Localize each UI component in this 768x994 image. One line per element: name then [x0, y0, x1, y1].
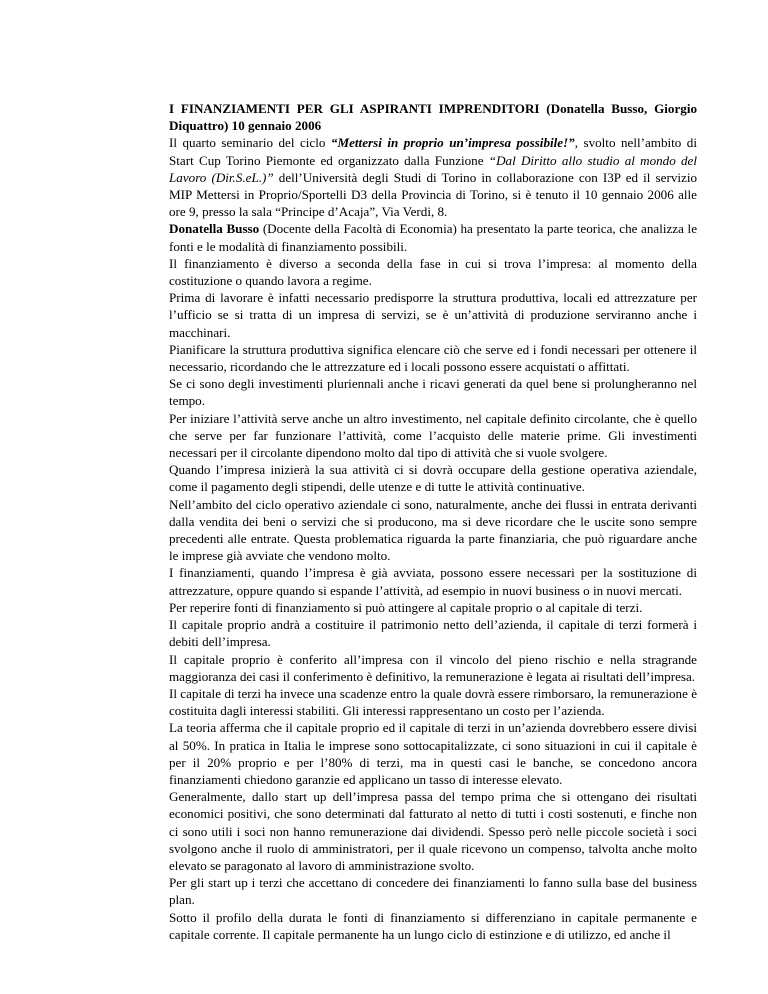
body-paragraph: Il capitale di terzi ha invece una scadenze entro la quale dovrà essere rimborsaro, la remunerazione è costituita dagli interessi stabiliti. Gli interessi rappresentano un costo per l’azienda. [169, 685, 697, 719]
body-paragraph: Generalmente, dallo start up dell’impresa passa del tempo prima che si ottengano dei risultati economici positivi, che sono determinati dal fatturato al netto di tutti i costi sostenuti, e finche non ci sono utili i soci non hanno remunerazione dai dividendi. Spesso però nelle piccole società i soci svolgono anche il ruolo di amministratori, per il quale ricevono un compenso, talvolta anche molto elevato se paragonato al lavoro di amministrazione svolto. [169, 789, 697, 873]
body-paragraph: Pianificare la struttura produttiva significa elencare ciò che serve ed i fondi necessari per ottenere il necessario, ricordando che le attrezzature ed i locali possono essere acquistati o affittati. [169, 341, 697, 375]
body-paragraph: Nell’ambito del ciclo operativo aziendale ci sono, naturalmente, anche dei flussi in entrata derivanti dalla vendita dei beni o servizi che si producono, ma si deve ricordare che le uscite sono sempre precedenti alle entrate. Questa problematica riguarda la parte finanziaria, che può riguardare anche le imprese già avviate che vendono molto. [169, 496, 697, 564]
intro-paragraph [169, 134, 697, 220]
body-paragraph: I finanziamenti, quando l’impresa è già avviata, possono essere necessari per la sostituzione di attrezzature, oppure quando si espande l’attività, ad esempio in nuovi business o in nuovi mercati. [169, 565, 697, 598]
body-paragraph: Per reperire fonti di finanziamento si può attingere al capitale proprio o al capitale di terzi. [169, 599, 643, 615]
body-paragraph: Per iniziare l’attività serve anche un altro investimento, nel capitale definito circolante, che è quello che serve per far funzionare l’attività, come l’acquisto delle materie prime. Gli investimenti necessari per il circolante dipendono molto dal tipo di attività che si vuole svolgere. [169, 410, 697, 461]
body-paragraph: Prima di lavorare è infatti necessario predisporre la struttura produttiva, locali ed attrezzature per l’ufficio se si tratta di un impresa di servizi, se è un’attività di produzione serviranno anche i macchinari. [169, 290, 697, 340]
intro-text-1: Il quarto seminario del ciclo [169, 135, 331, 151]
document-title: I FINANZIAMENTI PER GLI ASPIRANTI IMPRENDITORI (Donatella Busso, Giorgio Diquattro) 10 gennaio 2006 [169, 101, 697, 134]
intro-text-3: dell’Università degli Studi di Torino in collaborazione con I3P ed il servizio MIP Mettersi in Proprio/Sportelli D3 della Provincia di Torino, si è tenuto il 10 gennaio 2006 alle ore 9, presso la sala “Principe d’Acaja”, Via Verdi, 8. [169, 169, 698, 220]
body-paragraph: Il finanziamento è diverso a seconda della fase in cui si trova l’impresa: al momento della costituzione o quando lavora a regime. [169, 255, 697, 289]
speaker-name: Donatella Busso [169, 221, 260, 237]
body-paragraph: La teoria afferma che il capitale proprio ed il capitale di terzi in un’azienda dovrebbero essere divisi al 50%. In pratica in Italia le imprese sono sottocapitalizzate, ci sono situazioni in cui il capitale è per il 20% proprio e per l’80% di terzi, ma in questi casi le banche, se concedono ancora finanziamenti chiedono garanzie ed applicano un tasso di interesse elevato. [169, 720, 697, 787]
document-page [169, 100, 697, 943]
function-name: “Dal Diritto allo studio al mondo del Lavoro (Dir.S.eL.)” [169, 152, 698, 185]
body-paragraph: Il capitale proprio è conferito all’impresa con il vincolo del pieno rischio e nella stragrande maggioranza dei casi il conferimento è definitivo, la remunerazione è legata ai risultati dell’impresa. [169, 651, 697, 684]
body-paragraph: Se ci sono degli investimenti pluriennali anche i ricavi generati da quel bene si prolungheranno nel tempo. [169, 376, 697, 409]
speaker-paragraph [169, 220, 697, 254]
intro-text-2: , svolto nell’ambito di Start Cup Torino Piemonte ed organizzato dalla Funzione [169, 135, 697, 168]
seminar-series-title: “Mettersi in proprio un’impresa possibile!” [330, 135, 575, 151]
body-paragraph: Sotto il profilo della durata le fonti di finanziamento si differenziano in capitale permanente e capitale corrente. Il capitale permanente ha un lungo ciclo di estinzione e di utilizzo, ed anche il [169, 909, 697, 942]
body-paragraph: Per gli start up i terzi che accettano di concedere dei finanziamenti lo fanno sulla base del business plan. [169, 875, 697, 908]
body-paragraph: Il capitale proprio andrà a costituire il patrimonio netto dell’azienda, il capitale di terzi formerà i debiti dell’impresa. [169, 617, 697, 650]
speaker-description: (Docente della Facoltà di Economia) ha presentato la parte teorica, che analizza le fonti e le modalità di finanziamento possibili. [169, 221, 697, 254]
body-paragraph: Quando l’impresa inizierà la sua attività ci si dovrà occupare della gestione operativa aziendale, come il pagamento degli stipendi, delle utenze e di tutte le attività continuative. [169, 462, 697, 495]
